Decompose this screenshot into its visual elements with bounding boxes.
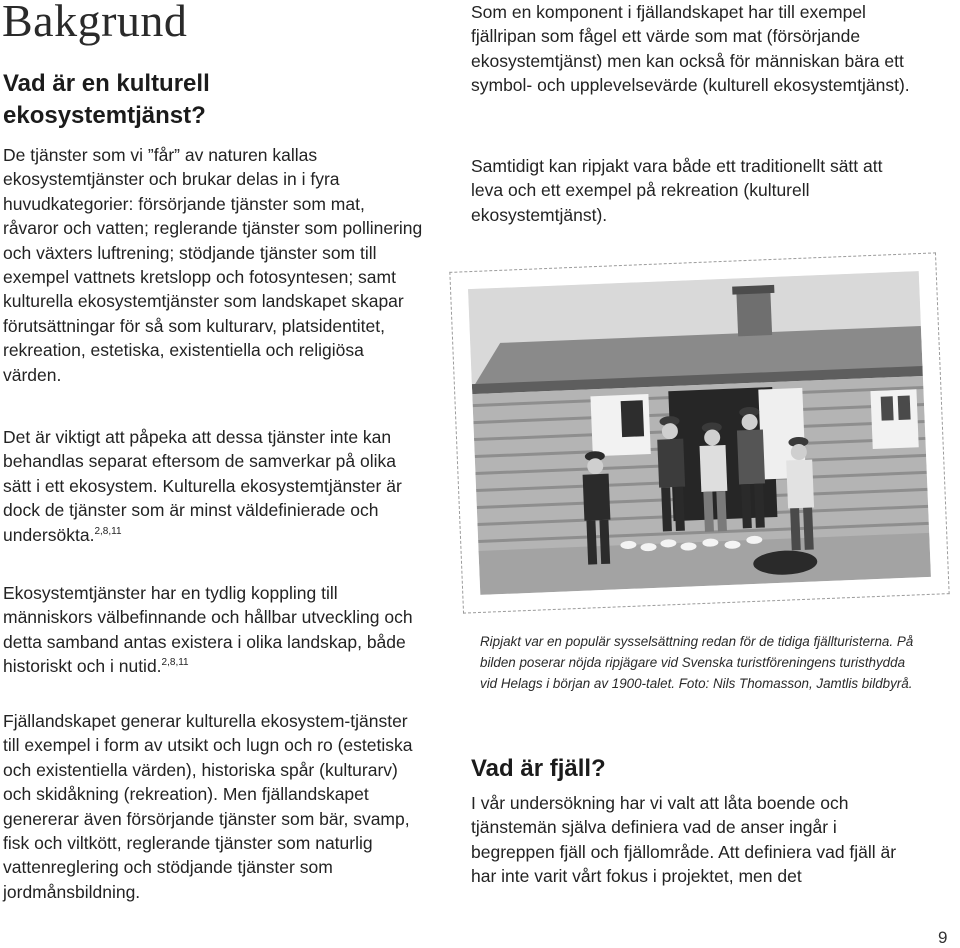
window-pane xyxy=(621,400,644,437)
reference-superscript: 2,8,11 xyxy=(161,657,189,669)
body-paragraph: I vår undersökning har vi valt att låta boende och tjänstemän själva definiera vad de anser ingår i begreppen fjäll och fjällområde. Att definiera vad fjäll är har inte varit vårt fokus i projektet, men det xyxy=(471,793,897,887)
body-paragraph xyxy=(3,581,423,679)
photo-illustration xyxy=(468,271,931,595)
page-title: Bakgrund xyxy=(2,0,188,46)
photo-frame xyxy=(449,252,949,613)
page-number: 9 xyxy=(938,928,948,947)
body-paragraph xyxy=(3,425,423,547)
body-paragraph: Fjällandskapet generar kulturella ekosystem-tjänster till exempel i form av utsikt och lugn och ro (estetiska och existentiella värden), historiska spår (kulturarv) och skidåkning (rekreation). Men fjällandskapet genererar även försörjande tjänster som bär, svamp, fisk och viltkött, reglerande tjänster som naturlig vattenreglering och stödjande tjänster som jordmånsbildning. xyxy=(3,711,413,902)
paragraph-text: Det är viktigt att påpeka att dessa tjänster inte kan behandlas separat eftersom de samverkar på olika sätt i ett ekosystem. Kulturella ekosystemtjänster är dock de tjänster som är minst väldefinierade och undersökta. xyxy=(3,427,402,545)
chimney-cap xyxy=(732,285,774,295)
body-paragraph: Som en komponent i fjällandskapet har till exempel fjällripan som fågel ett värde som mat (försörjande ekosystemtjänst) men kan också för människan bära ett symbol- och upplevelsevärde (kulturell ekosystemtjänst). xyxy=(471,2,910,96)
section-heading-vad-ar-fjall: Vad är fjäll? xyxy=(471,755,606,782)
historical-photo-hunters-at-cabin xyxy=(468,271,931,595)
chimney xyxy=(736,287,772,336)
photo-caption: Ripjakt var en populär sysselsättning redan för de tidiga fjällturisterna. På bilden poserar nöjda ripjägare vid Svenska turistföreningens turisthydda vid Helags i början av 1900-talet. Foto: Nils Thomasson, Jamtlis bildbyrå. xyxy=(480,634,914,692)
reference-superscript: 2,8,11 xyxy=(94,525,122,537)
window-right xyxy=(870,389,918,449)
section-heading-kulturell-ekosystemtjanst: Vad är en kulturell ekosystemtjänst? xyxy=(3,70,210,129)
paragraph-text: Ekosystemtjänster har en tydlig koppling till människors välbefinnande och hållbar utveckling och detta samband antas existera i olika landskap, både historiskt och i nutid. xyxy=(3,583,413,677)
body-paragraph: De tjänster som vi ”får” av naturen kallas ekosystemtjänster och brukar delas in i fyra huvudkategorier: försörjande tjänster som mat, råvaror och vatten; reglerande tjänster som pollinering och växters luftrening; stödjande tjänster som till exempel vattnets kretslopp och fotosyntesen; samt kulturella ekosystemtjänster som landskapet skapar förutsättningar för så som kulturarv, platsidentitet, rekreation, estetiska, existentiella och religiösa värden. xyxy=(3,145,423,385)
body-paragraph: Samtidigt kan ripjakt vara både ett traditionellt sätt att leva och ett exempel på rekreation (kulturell ekosystemtjänst). xyxy=(471,156,883,225)
